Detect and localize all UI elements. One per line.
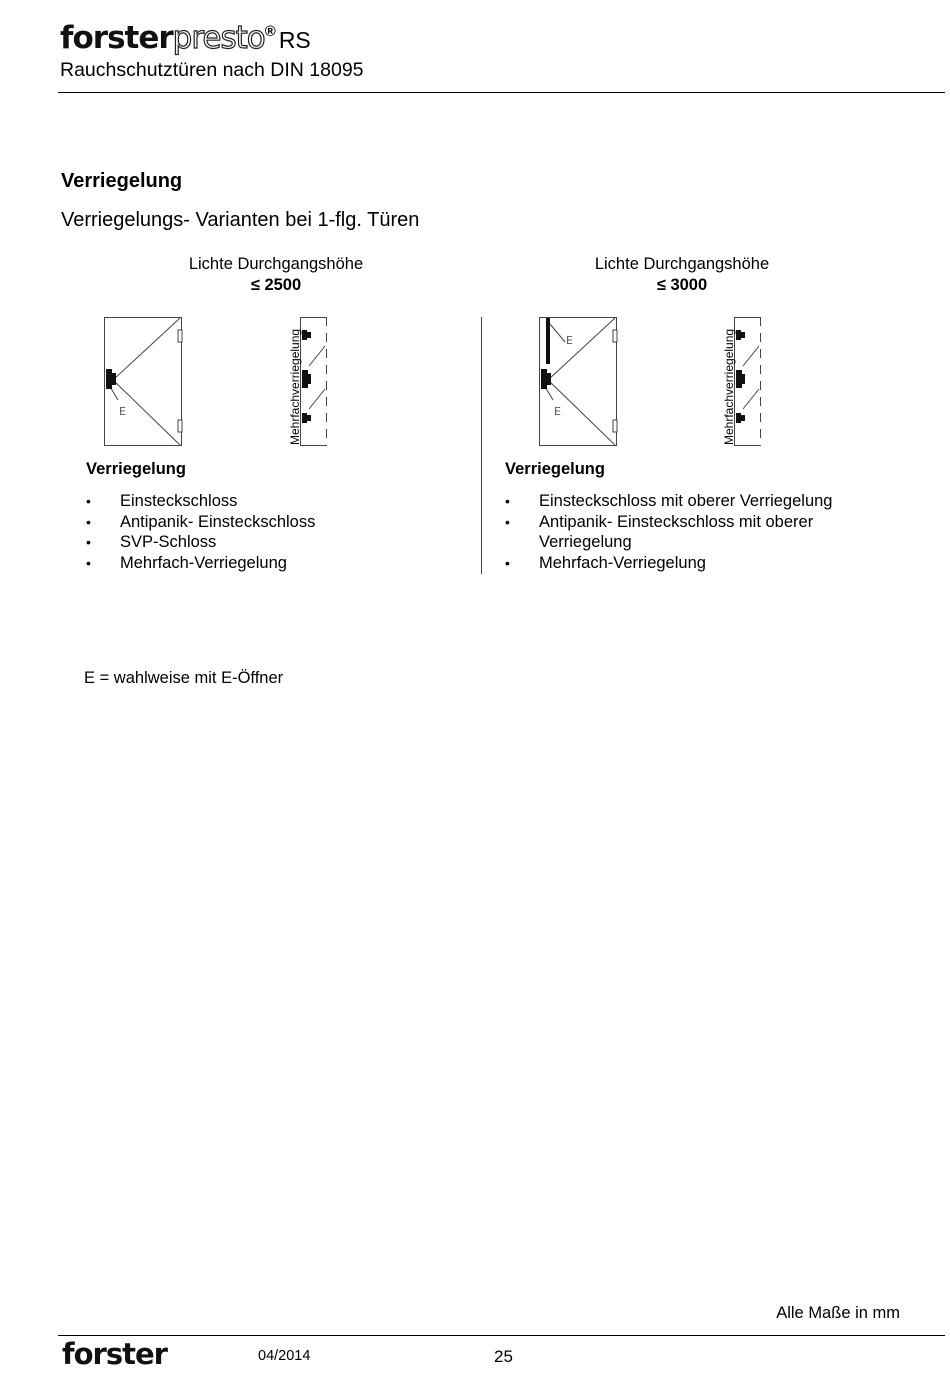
door-frame xyxy=(105,318,182,446)
brand-suffix: RS xyxy=(278,27,311,53)
section-heading: Verriegelung xyxy=(61,170,183,192)
lock-center-tab xyxy=(307,374,311,384)
right-list xyxy=(505,491,850,573)
left-multilock-diagram xyxy=(296,312,336,452)
swing-line-top xyxy=(548,318,615,380)
logo-presto: presto xyxy=(172,20,265,56)
right-multilock-diagram xyxy=(730,312,770,452)
list-item: • Einsteckschloss xyxy=(86,491,466,512)
bolt-top-tab xyxy=(740,332,745,338)
list-item: • Antipanik- Einsteckschloss mit oberer Verriegelung xyxy=(505,512,850,553)
footer-date: 04/2014 xyxy=(258,1348,311,1364)
hinge-top xyxy=(613,330,617,342)
hinge-bottom xyxy=(178,420,182,432)
footer-divider xyxy=(58,1335,945,1336)
footer-logo: forster xyxy=(62,1337,167,1371)
lock-bolt xyxy=(546,373,551,385)
left-height-label xyxy=(146,254,406,295)
bolt-top-tab xyxy=(306,332,311,338)
right-door-diagram xyxy=(535,312,625,452)
e-opener-label: E xyxy=(119,405,126,418)
left-height-value: ≤ 2500 xyxy=(250,275,302,294)
right-height-label xyxy=(552,254,812,295)
list-item: • Mehrfach-Verriegelung xyxy=(86,553,466,574)
right-multi-label: Mehrfachverriegelung xyxy=(722,328,736,445)
right-height-value: ≤ 3000 xyxy=(656,275,708,294)
header-logo xyxy=(60,20,311,54)
link-line-2 xyxy=(309,389,325,409)
link-line-1 xyxy=(309,346,325,366)
logo-forster: forster xyxy=(60,20,173,56)
e-top-label: E xyxy=(566,334,573,347)
door-frame xyxy=(540,318,617,446)
hinge-bottom xyxy=(613,420,617,432)
link-line-1 xyxy=(743,346,759,366)
right-list-title: Verriegelung xyxy=(505,460,605,478)
lock-bolt xyxy=(111,373,116,385)
list-item: • Mehrfach-Verriegelung xyxy=(505,553,850,574)
bolt-bottom-tab xyxy=(306,415,311,421)
left-list xyxy=(86,491,466,573)
bolt-bottom-tab xyxy=(740,415,745,421)
header-divider xyxy=(58,92,945,93)
left-door-diagram xyxy=(100,312,190,452)
hinge-top xyxy=(178,330,182,342)
dimensions-note: Alle Maße in mm xyxy=(776,1304,900,1322)
list-item: • SVP-Schloss xyxy=(86,532,466,553)
swing-line-top xyxy=(113,318,180,380)
section-subheading: Verriegelungs- Varianten bei 1-flg. Türen xyxy=(61,209,420,231)
list-item: • Antipanik- Einsteckschloss xyxy=(86,512,466,533)
e-opener-label: E xyxy=(554,405,561,418)
left-list-title: Verriegelung xyxy=(86,460,186,478)
column-divider xyxy=(481,317,482,574)
page-number: 25 xyxy=(494,1347,513,1366)
left-height-text: Lichte Durchgangshöhe xyxy=(188,255,364,273)
top-bolt-rod xyxy=(546,318,550,364)
e-opener-note: E = wahlweise mit E-Öffner xyxy=(84,669,284,687)
link-line-2 xyxy=(743,389,759,409)
lock-center-tab xyxy=(741,374,745,384)
left-multi-label: Mehrfachverriegelung xyxy=(288,328,302,445)
header-subtitle: Rauchschutztüren nach DIN 18095 xyxy=(60,59,364,81)
list-item: • Einsteckschloss mit oberer Verriegelung xyxy=(505,491,850,512)
top-rod-leader xyxy=(550,324,565,342)
registered-mark: ® xyxy=(264,23,276,40)
right-height-text: Lichte Durchgangshöhe xyxy=(594,255,770,273)
